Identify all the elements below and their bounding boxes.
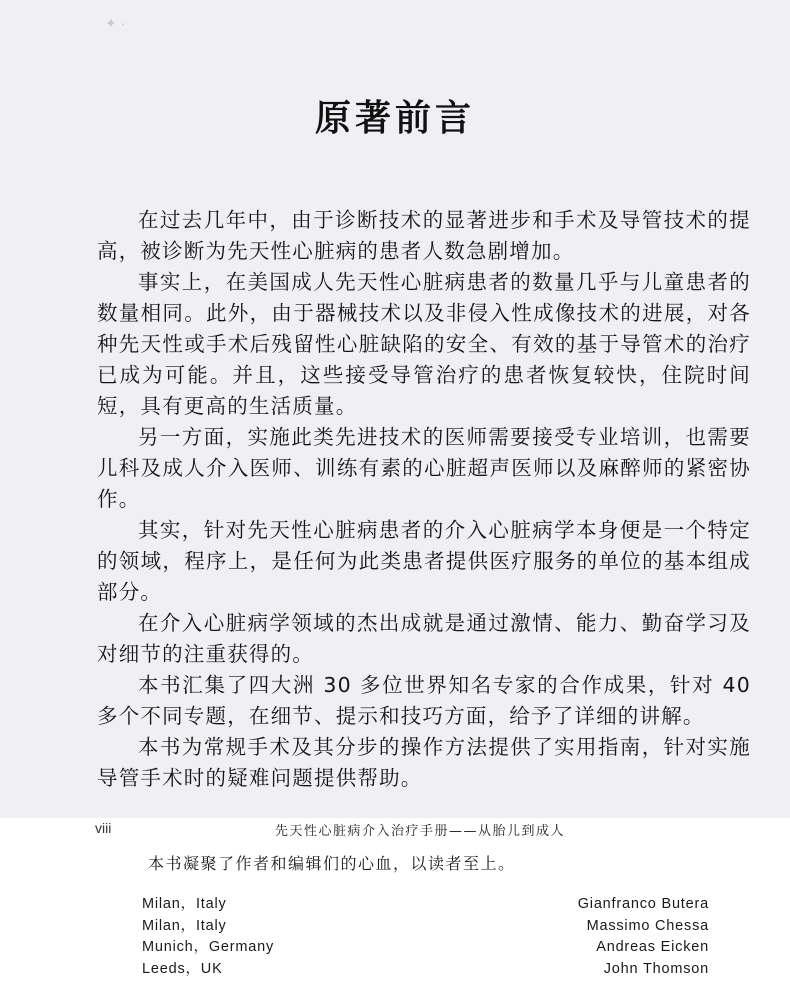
preface-paragraph: 在过去几年中，由于诊断技术的显著进步和手术及导管技术的提高，被诊断为先天性心脏病的患者人数急剧增加。 (97, 208, 751, 263)
dedication-line: 本书凝聚了作者和编辑们的心血，以读者至上。 (148, 854, 516, 873)
scanned-page-lower (0, 818, 790, 1000)
preface-paragraph: 事实上，在美国成人先天性心脏病患者的数量几乎与儿童患者的数量相同。此外，由于器械技术以及非侵入性成像技术的进展，对各种先天性或手术后残留性心脏缺陷的安全、有效的基于导管术的治疗已成为可能。并且，这些接受导管治疗的患者恢复较快，住院时间短，具有更高的生活质量。 (97, 270, 751, 418)
page-title: 原著前言 (314, 97, 475, 139)
preface-paragraph: 在介入心脏病学领域的杰出成就是通过激情、能力、勤奋学习及对细节的注重获得的。 (97, 611, 751, 666)
editor-name: Andreas Eicken (596, 939, 709, 955)
editor-name: Massimo Chessa (586, 917, 709, 934)
editor-names (578, 894, 709, 980)
editor-locations (142, 894, 274, 980)
editor-location: Milan，Italy (142, 917, 227, 934)
editor-location: Munich，Germany (142, 939, 275, 955)
preface-paragraph: 本书为常规手术及其分步的操作方法提供了实用指南，针对实施导管手术时的疑难问题提供帮助。 (97, 735, 751, 790)
preface-paragraph: 其实，针对先天性心脏病患者的介入心脏病学本身便是一个特定的领域，程序上，是任何为此类患者提供医疗服务的单位的基本组成部分。 (97, 518, 751, 604)
editor-location: Leeds，UK (142, 960, 223, 977)
editor-name: John Thomson (603, 960, 709, 977)
editor-name: Gianfranco Butera (577, 896, 709, 912)
preface-body (97, 205, 751, 794)
bleed-through-mark: ✦ · (105, 15, 126, 31)
editor-location: Milan，Italy (142, 896, 227, 912)
preface-paragraph: 另一方面，实施此类先进技术的医师需要接受专业培训，也需要儿科及成人介入医师、训练有素的心脏超声医师以及麻醉师的紧密协作。 (97, 425, 751, 511)
page-number: viii (95, 820, 112, 836)
preface-paragraph: 本书汇集了四大洲 30 多位世界知名专家的合作成果，针对 40 多个不同专题，在细节、提示和技巧方面，给予了详细的讲解。 (97, 673, 751, 728)
running-head: 先天性心脏病介入治疗手册——从胎儿到成人 (275, 824, 566, 839)
